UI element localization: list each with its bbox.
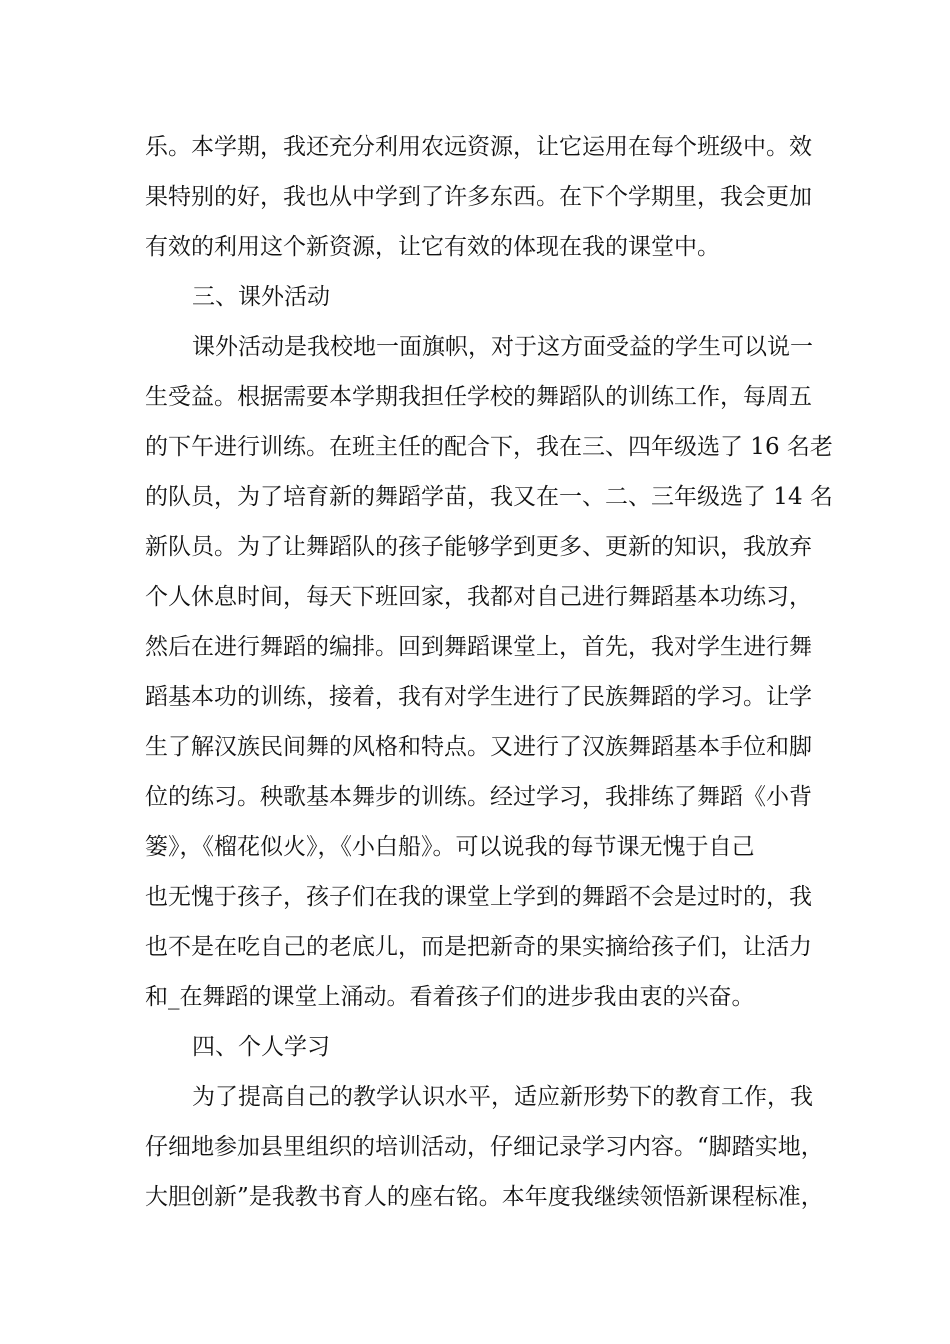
text-line: 课外活动是我校地一面旗帜，对于这方面受益的学生可以说一 xyxy=(192,334,813,360)
text-line: 的下午进行训练。在班主任的配合下，我在三、四年级选了 16 名老 xyxy=(145,434,833,460)
text-line: 和_在舞蹈的课堂上涌动。看着孩子们的进步我由衷的兴奋。 xyxy=(145,984,755,1010)
text-line: 也无愧于孩子，孩子们在我的课堂上学到的舞蹈不会是过时的，我 xyxy=(145,884,812,910)
text-line: 篓》，《榴花似火》，《小白船》。可以说我的每节课无愧于自己 xyxy=(145,834,755,860)
text-line: 为了提高自己的教学认识水平，适应新形势下的教育工作，我 xyxy=(192,1084,813,1110)
text-line: 然后在进行舞蹈的编排。回到舞蹈课堂上，首先，我对学生进行舞 xyxy=(145,634,812,660)
text-line: 位的练习。秧歌基本舞步的训练。经过学习，我排练了舞蹈《小背 xyxy=(145,784,812,810)
text-line: 有效的利用这个新资源，让它有效的体现在我的课堂中。 xyxy=(145,234,720,260)
text-line: 大胆创新”是我教书育人的座右铭。本年度我继续领悟新课程标准， xyxy=(145,1184,824,1210)
text-line: 仔细地参加县里组织的培训活动，仔细记录学习内容。“脚踏实地， xyxy=(145,1134,824,1160)
text-line: 的队员，为了培育新的舞蹈学苗，我又在一、二、三年级选了 14 名 xyxy=(145,484,833,510)
section-heading: 三、课外活动 xyxy=(192,284,330,310)
text-line: 新队员。为了让舞蹈队的孩子能够学到更多、更新的知识，我放弃 xyxy=(145,534,812,560)
text-line: 也不是在吃自己的老底儿，而是把新奇的果实摘给孩子们，让活力 xyxy=(145,934,812,960)
text-line: 个人休息时间，每天下班回家，我都对自己进行舞蹈基本功练习， xyxy=(145,584,812,610)
text-line: 生了解汉族民间舞的风格和特点。又进行了汉族舞蹈基本手位和脚 xyxy=(145,734,812,760)
text-line: 乐。本学期，我还充分利用农远资源，让它运用在每个班级中。效 xyxy=(145,134,812,160)
text-line: 蹈基本功的训练，接着，我有对学生进行了民族舞蹈的学习。让学 xyxy=(145,684,812,710)
text-line: 果特别的好，我也从中学到了许多东西。在下个学期里，我会更加 xyxy=(145,184,812,210)
text-line: 生受益。根据需要本学期我担任学校的舞蹈队的训练工作，每周五 xyxy=(145,384,812,410)
section-heading: 四、个人学习 xyxy=(192,1034,330,1060)
